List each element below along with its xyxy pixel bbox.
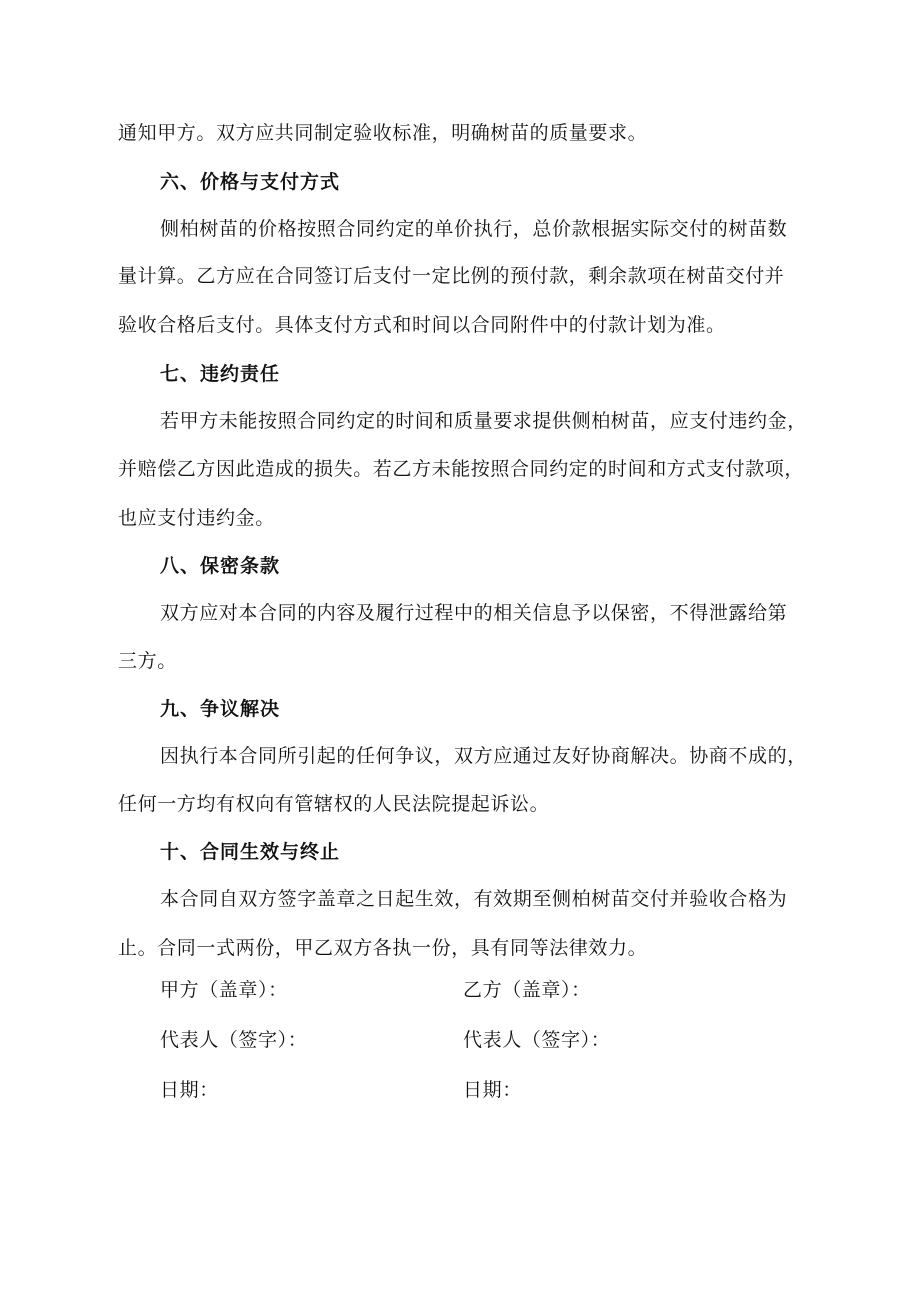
party-a-date-label: 日期： [160,1079,219,1101]
paragraph-line: 也应支付违约金。 [118,507,275,529]
paragraph-line: 量计算。乙方应在合同签订后支付一定比例的预付款，剩余款项在树苗交付并 [118,265,785,287]
section-heading-price-payment: 六、价格与支付方式 [160,171,341,193]
section-heading-confidentiality: 八、保密条款 [160,555,281,577]
paragraph-line: 三方。 [118,650,177,672]
party-b-date-label: 日期： [463,1079,522,1101]
paragraph-line: 通知甲方。双方应共同制定验收标准，明确树苗的质量要求。 [118,122,648,144]
paragraph-line: 双方应对本合同的内容及履行过程中的相关信息予以保密，不得泄露给第 [160,602,788,624]
section-heading-effectiveness-termination: 十、合同生效与终止 [160,841,341,863]
section-heading-dispute-resolution: 九、争议解决 [160,698,281,720]
paragraph-line: 止。合同一式两份，甲乙双方各执一份，具有同等法律效力。 [118,937,648,959]
paragraph-line: 若甲方未能按照合同约定的时间和质量要求提供侧柏树苗，应支付违约金， [160,410,807,432]
party-b-seal-label: 乙方（盖章）： [463,979,591,1001]
section-heading-breach-liability: 七、违约责任 [160,363,281,385]
paragraph-line: 侧柏树苗的价格按照合同约定的单价执行，总价款根据实际交付的树苗数 [160,218,788,240]
paragraph-line: 因执行本合同所引起的任何争议，双方应通过友好协商解决。协商不成的， [160,745,807,767]
paragraph-line: 验收合格后支付。具体支付方式和时间以合同附件中的付款计划为准。 [118,314,726,336]
party-a-representative-label: 代表人（签字）： [160,1029,308,1051]
party-a-seal-label: 甲方（盖章）： [160,979,288,1001]
paragraph-line: 并赔偿乙方因此造成的损失。若乙方未能按照合同约定的时间和方式支付款项， [118,458,805,480]
party-b-representative-label: 代表人（签字）： [463,1029,611,1051]
paragraph-line: 任何一方均有权向有管辖权的人民法院提起诉讼。 [118,793,550,815]
paragraph-line: 本合同自双方签字盖章之日起生效，有效期至侧柏树苗交付并验收合格为 [160,888,788,910]
